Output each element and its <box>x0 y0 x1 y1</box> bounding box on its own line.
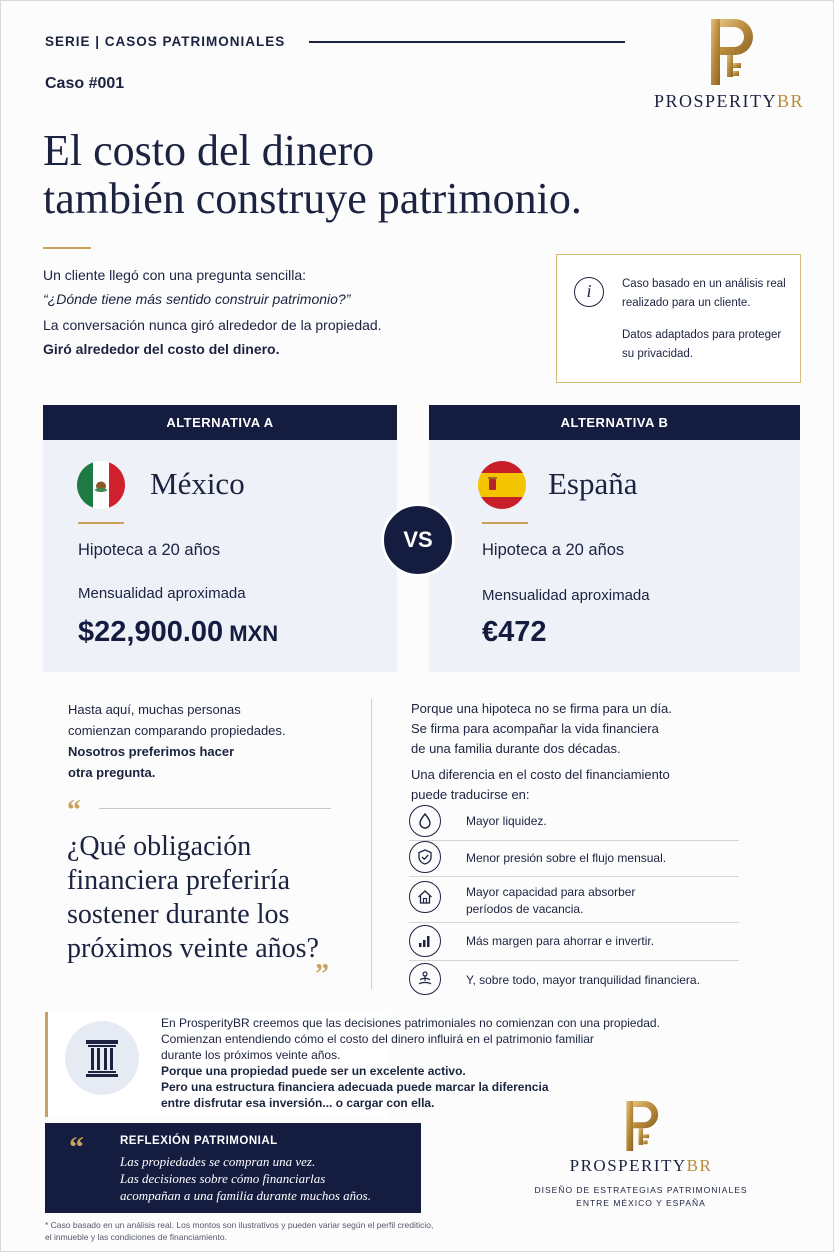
quote-divider <box>99 808 331 809</box>
quote-mark: “ <box>69 1131 84 1164</box>
alternative-b-header: ALTERNATIVA B <box>429 405 800 440</box>
card-divider <box>78 522 124 524</box>
mexico-flag-icon <box>77 461 125 509</box>
benefit-item: Menor presión sobre el flujo mensual. <box>409 841 739 877</box>
comparison-explanation: Porque una hipoteca no se firma para un día. Se firma para acompañar la vida financiera de una familia durante dos décadas. Una diferencia en el costo del financiamiento puede traducirse en: <box>411 701 672 802</box>
payment-label: Mensualidad aproximada <box>78 585 246 602</box>
spain-flag-icon <box>478 461 526 509</box>
quote-open-mark: “ <box>67 795 81 826</box>
reflection-text: Las propiedades se compran una vez. Las decisiones sobre cómo financiarlas acompañan a una familia durante muchos años. <box>120 1154 371 1203</box>
case-number: Caso #001 <box>45 75 125 92</box>
house-icon <box>409 881 441 913</box>
page-title: El costo del dinero también construye patrimonio. <box>43 126 582 223</box>
payment-amount: $22,900.00 MXN <box>78 616 279 648</box>
payment-amount: €472 <box>482 616 547 648</box>
meditation-icon <box>409 963 441 995</box>
vs-badge: VS <box>381 503 455 577</box>
reflection-title: REFLEXIÓN PATRIMONIAL <box>120 1135 278 1147</box>
quote-close-mark: ” <box>315 959 329 990</box>
philosophy-text: En ProsperityBR creemos que las decisiones patrimoniales no comienzan con una propiedad. Comienzan entendiendo cómo el costo del dinero influirá en el patrimonio familiar durante los próximos veinte años. Porque una propiedad puede ser un excelente activo. Pero una estructura financiera adecuada puede marcar la diferencia entre disfrutar esa inversión... o cargar con ella. <box>161 1016 660 1110</box>
card-divider <box>482 522 528 524</box>
shield-check-icon <box>409 841 441 873</box>
brand-tagline: DISEÑO DE ESTRATEGIAS PATRIMONIALES ENTRE MÉXICO Y ESPAÑA <box>534 1185 748 1208</box>
brand-wordmark: PROSPERITYBR <box>569 1156 713 1175</box>
alternative-a-header: ALTERNATIVA A <box>43 405 397 440</box>
title-underline <box>43 247 91 249</box>
mortgage-term: Hipoteca a 20 años <box>78 541 221 559</box>
country-name: México <box>150 466 245 501</box>
philosophy-accent-bar <box>45 1012 48 1117</box>
pull-quote: ¿Qué obligación financiera preferiría sostener durante los próximos veinte años? <box>67 831 319 964</box>
intro-question: “¿Dónde tiene más sentido construir patrimonio?” <box>43 291 351 307</box>
reflection-box <box>45 1123 421 1213</box>
series-divider <box>309 41 625 43</box>
benefit-item: Más margen para ahorrar e invertir. <box>409 925 739 961</box>
benefit-item: Mayor liquidez. <box>409 805 739 841</box>
benefit-item: Mayor capacidad para absorber períodos de vacancia. <box>409 881 739 923</box>
intro-emphasis: Giró alrededor del costo del dinero. <box>43 341 280 357</box>
brand-logo <box>649 19 809 115</box>
brand-logo-footer <box>521 1101 761 1211</box>
country-name: España <box>548 466 638 501</box>
key-p-logo-icon <box>703 19 755 85</box>
column-divider <box>371 699 372 989</box>
alternative-b-card <box>429 440 800 672</box>
footnote: * Caso basado en un análisis real. Los montos son ilustrativos y pueden variar según el perfil crediticio, el inmueble y las condiciones de financiamiento. <box>45 1220 434 1242</box>
mortgage-term: Hipoteca a 20 años <box>482 541 625 559</box>
key-p-logo-icon <box>620 1101 660 1151</box>
benefit-item: Y, sobre todo, mayor tranquilidad financiera. <box>409 963 739 999</box>
case-note-box: i Caso basado en un análisis real realizado para un cliente. Datos adaptados para proteger su privacidad. <box>556 254 801 383</box>
alternative-a-card <box>43 440 397 672</box>
series-label: SERIE | CASOS PATRIMONIALES <box>45 34 286 49</box>
info-icon: i <box>574 277 604 307</box>
brand-wordmark: PROSPERITYBR <box>653 91 805 111</box>
bar-chart-icon <box>409 925 441 957</box>
intro-text: Un cliente llegó con una pregunta sencilla: “¿Dónde tiene más sentido construir patrimonio?” La conversación nunca giró alrededor de la propiedad. Giró alrededor del costo del dinero. <box>43 267 513 357</box>
payment-label: Mensualidad aproximada <box>482 587 650 604</box>
comparison-intro: Hasta aquí, muchas personas comienzan comparando propiedades. Nosotros preferimos hacer otra pregunta. <box>68 702 286 780</box>
pillar-icon <box>65 1021 139 1095</box>
drop-icon <box>409 805 441 837</box>
